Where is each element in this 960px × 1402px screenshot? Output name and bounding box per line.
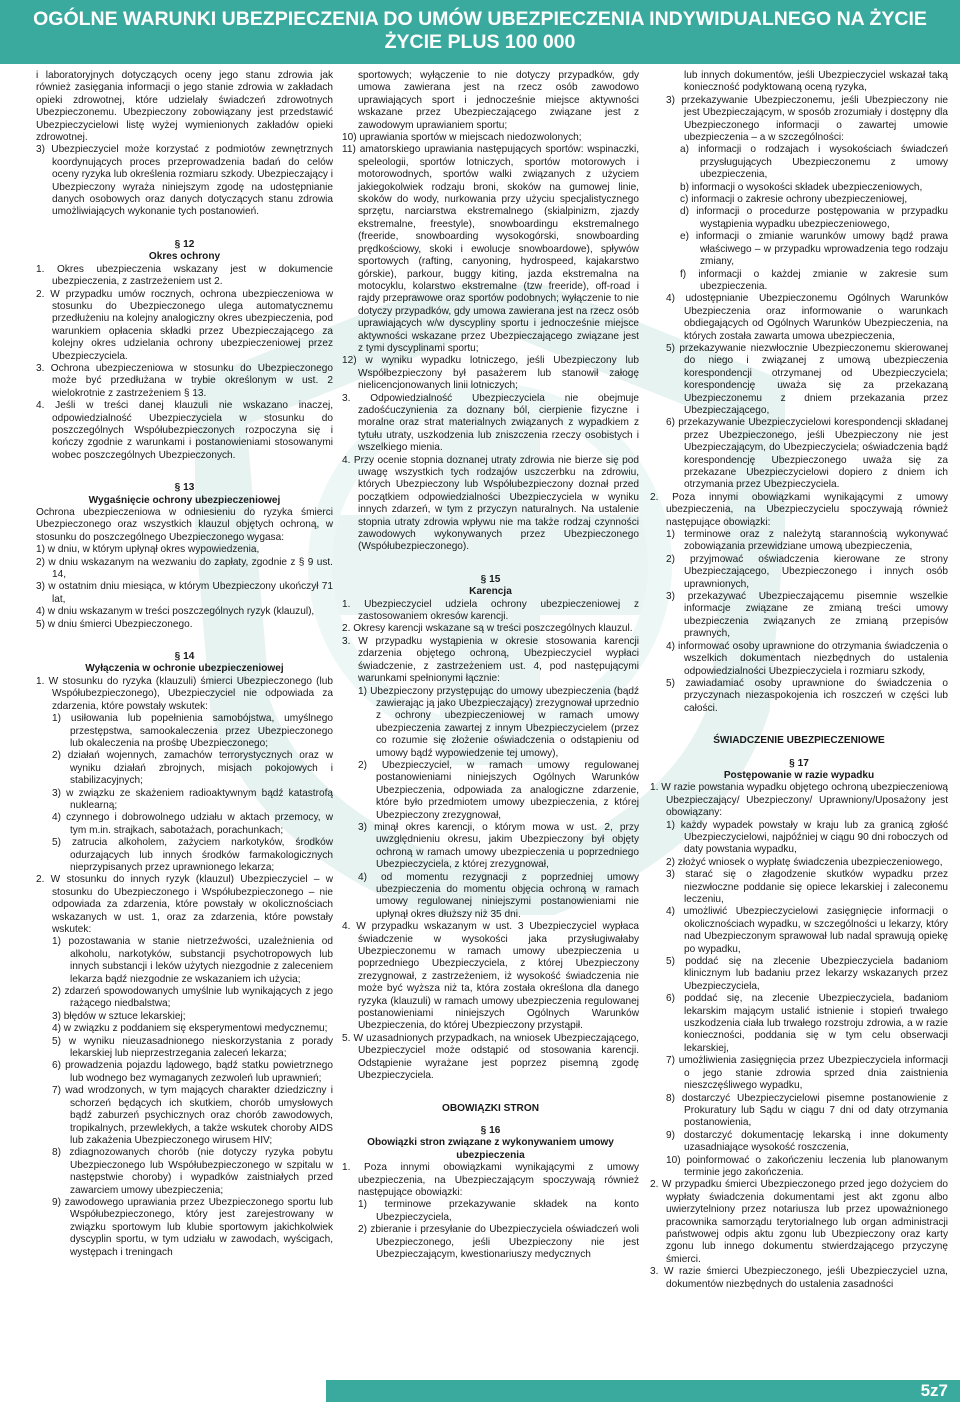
clause: 3. Ochrona ubezpieczeniowa w stosunku do Ubezpieczonego może być przedłużana w trybie określonym w ust. 2 wielokrotnie z zastrzeżeniem § 13. [36,362,333,399]
list-item: 7) umożliwienia zasięgnięcia przez Ubezpieczyciela informacji o jego stanie zdrowia sprzed dnia zaistnienia nieszczęśliwego wypadku, [666,1055,948,1092]
list-item: 3) starać się o złagodzenie skutków wypadku przez niezwłoczne poddanie się opiece lekarskiej i zaleconemu leczeniu, [666,869,948,905]
list-item: 8) dostarczyć Ubezpieczycielowi pisemne postanowienie z Prokuratury lub Sądu w ciągu 7 dni od daty otrzymania postanowienia, [666,1092,948,1129]
list-item: 6) prowadzenia pojazdu lądowego, bądź statku powietrznego lub wodnego bez wymaganych zezwoleń lub uprawnień; [52,1060,333,1084]
list-item: 3) w związku ze skażeniem radioaktywnym bądź katastrofą nuklearną; [52,787,333,811]
list-item: 6) przekazywanie Ubezpieczycielowi korespondencji składanej przez Ubezpieczonego, jeśli Ubezpieczony nie jest Ubezpieczającym, do Ubezpieczyciela; oświadczenia bądź korespondencję Ubezpieczonego uważa się za przekazane Ubezpieczycielowi dopiero z dniem ich otrzymania przez Ubezpieczyciela. [666,417,948,491]
list-item: b) informacji o wysokości składek ubezpieczeniowych, [680,181,923,193]
paragraph: 3) Ubezpieczyciel może korzystać z podmiotów zewnętrznych koordynujących proces przeprowadzenia badań do celów oceny ryzyka lub określenia rozmiaru szkody. Ubezpieczający i Ubezpieczony wyraża niniejszym zgodę na udostępnianie danych osobowych oraz danych dotyczących stanu zdrowia umożliwiających wykonanie tych postanowień. [36,144,333,218]
text-column-3 [650,70,948,1291]
document-title-line2: ŻYCIE PLUS 100 000 [384,31,576,53]
page-number: 5z7 [920,1381,948,1400]
section-title-14: Wyłączenia w ochronie ubezpieczeniowej [85,663,284,675]
list-item: 5) zatrucia alkoholem, zażyciem narkotyków, środków odurzających lub innych środków farmakologicznych nieprzypisanych przez uprawnionego lekarza; [52,837,333,873]
page-footer-bar [326,1380,960,1402]
list-item: 6) poddać się, na zlecenie Ubezpieczyciela, badaniom lekarskim mającym ustalić istnienie i stopień trwałego uszkodzenia ciała lub trwałego rozstroju zdrowia, a w razie konieczności, poddania się w tym celu obserwacji lekarskiej, [666,993,948,1054]
list-item: 4) informować osoby uprawnione do otrzymania świadczenia o wszelkich dokumentach niezbędnych do ustalenia odpowiedzialności Ubezpieczyciela i rozmiaru szkody, [666,640,948,677]
section-title-12: Okres ochrony [148,251,221,263]
list-item: 7) wad wrodzonych, w tym mających charakter dziedziczny i schorzeń będących ich skutkiem, chorób umysłowych bądź zaburzeń psychicznych oraz chorób zawodowych, tropikalnych, przewlekłych, a także wskutek choroby AIDS lub zakażenia Ubezpieczonego wirusem HIV; [52,1085,333,1146]
list-item: 5) poddać się na zlecenie Ubezpieczyciela badaniom klinicznym lub badaniu przez lekarzy wskazanych przez Ubezpieczyciela, [666,956,948,992]
list-item: 1) usiłowania lub popełnienia samobójstwa, umyślnego przestępstwa, samookaleczenia przez Ubezpieczonego lub okaleczenia na prośbę Ubezpieczonego; [52,713,333,749]
clause: 2. W przypadku śmierci Ubezpieczonego przed jego dożyciem do wypłaty świadczenia dokumentami jest akt zgonu albo uwierzytelniony przez notariusza lub przez upoważnionego pracownika samorządu terytorialnego lub organ administracji państwowej odpis aktu zgonu lub Ubezpieczony oraz karty zgonu lub innego dokumentu stwierdzającego przyczynę śmierci. [650,1179,948,1265]
list-item: 5) przekazywanie niezwłocznie Ubezpieczonemu skierowanej do niego i związanej z umową ubezpieczenia korespondencji otrzymanej od Ubezpieczyciela; korespondencję uważa się za przekazaną Ubezpieczonemu z dniem przekazania przez Ubezpieczającego, [666,342,948,416]
list-item: 1) terminowe przekazywanie składek na konto Ubezpieczyciela, [358,1199,639,1223]
list-item: 3) w ostatnim dniu miesiąca, w którym Ubezpieczony ukończył 71 lat, [36,581,333,605]
list-item: 1) pozostawania w stanie nietrzeźwości, uzależnienia od alkoholu, narkotyków, substancji psychotropowych lub innych substancji i leków użytych niezgodnie z zaleceniem lekarza bądź niezgodnie ze wskazaniem ich użycia; [52,936,333,985]
list-item: 8) zdiagnozowanych chorób (nie dotyczy ryzyka pobytu Ubezpieczonego lub Współubezpieczonego w szpitalu w następstwie choroby) i wypadków zaistniałych przed zawarciem umowy ubezpieczenia; [52,1147,333,1196]
section-title-15: Karencja [469,586,512,598]
document-title-line1: OGÓLNE WARUNKI UBEZPIECZENIA DO UMÓW UBEZPIECZENIA INDYWIDUALNEGO NA ŻYCIE [33,8,927,30]
list-item: 2) zdarzeń spowodowanych umyślnie lub wynikających z jego rażącego niedbalstwa; [52,986,333,1010]
list-item: 5) w wyniku nieuzasadnionego nieskorzystania z porady lekarskiej lub nieprzestrzegania zaleceń lekarza; [52,1035,333,1060]
section-number-15: § 15 [480,573,501,585]
section-title-16: Obowiązki stron związane z wykonywaniem umowy ubezpieczenia [367,1137,614,1161]
paragraph: Ochrona ubezpieczeniowa w odniesieniu do ryzyka śmierci Ubezpieczonego oraz wszystkich klauzul objętych ochroną, w stosunku do poszczególnego Ubezpieczonego wygasa: [36,507,333,543]
list-item: 2) Ubezpieczyciel, w ramach umowy regulowanej postanowieniami niniejszych Ogólnych Warunków Ubezpieczenia, odpowiada za analogiczne zdarzenie, które było przedmiotem umowy ubezpieczenia, z której Ubezpieczony zrezygnował, [358,759,639,821]
list-item: 4) od momentu rezygnacji z poprzedniej umowy ubezpieczenia do momentu objęcia ochroną w ramach umowy regulowanej niniejszymi postanowieniami nie upłynął okres dłuższy niż 35 dni. [358,871,639,920]
list-item: 2) złożyć wniosek o wypłatę świadczenia ubezpieczeniowego, [666,856,943,868]
text-column-1 [36,70,333,1259]
clause: 3. Odpowiedzialność Ubezpieczyciela nie obejmuje zadośćuczynienia za doznany ból, cierpienie fizyczne i moralne oraz strat materialnych związanych z wypadkiem z tytułu utraty, uszkodzenia lub zniszczenia rzeczy osobistych i wszelkiego mienia. [342,392,639,454]
list-item: 1) terminowe oraz z należytą starannością wykonywać zobowiązania przewidziane umową ubezpieczenia, [666,529,948,553]
list-item: 1) Ubezpieczony przystępując do umowy ubezpieczenia (bądź zawierając ją jako Ubezpieczający) zrezygnował uprzednio z ochrony ubezpieczeniowej w ramach umowy ubezpieczenia zawartej z innym Ubezpieczycielem (przez co rozumie się złożenie oświadczenia o odstąpieniu od umowy bądź wypowiedzenie tej umowy), [358,685,639,759]
document-header [0,0,960,64]
clause: 4. Jeśli w treści danej klauzuli nie wskazano inaczej, odpowiedzialność Ubezpieczyciela w stosunku do poszczególnych Współubezpieczonych rozpoczyna się i kończy zgodnie z warunkami i postanowieniami stosowanymi wobec poszczególnych Ubezpieczonych. [36,400,333,461]
clause: 1. Okres ubezpieczenia wskazany jest w dokumencie ubezpieczenia, z zastrzeżeniem ust 2. [36,263,333,288]
paragraph: i laboratoryjnych dotyczących oceny jego stanu zdrowia jak również zasięgania informacji o jego stanie zdrowia w zakładach opieki zdrowotnej, które udzielały świadczeń zdrowotnych Ubezpieczonemu. Ubezpieczony zobowiązany jest przedstawić Ubezpieczycielowi listę wyżej wymienionych zakładów opieki zdrowotnej. [36,70,333,144]
list-item: 4) w dniu wskazanym w treści poszczególnych ryzyk (klauzul), [36,606,315,618]
list-item: 4) czynnego i dobrowolnego udziału w aktach przemocy, w tym m.in. strajkach, sabotażach, porachunkach; [52,812,333,836]
list-item: 3) przekazywać Ubezpieczającemu pisemnie wszelkie informacje związane ze zmianą treści umowy ubezpieczenia związanych ze zmianą przepisów prawnych, [666,591,948,640]
list-item: 1) każdy wypadek powstały w kraju lub za granicą zgłość Ubezpieczycielowi, najpóźniej w ciągu 90 dni roboczych od daty powstania wypadku, [666,819,948,856]
list-item: 4) umożliwić Ubezpieczycielowi zasięgnięcie informacji o okolicznościach wypadku, w szczególności u lekarzy, który nad Ubezpieczonym sprawował lub nadal sprawują opiekę po wypadku, [666,906,948,955]
list-item: f) informacji o każdej zmianie w zakresie sum ubezpieczenia. [680,268,948,292]
section-number-13: § 13 [174,482,195,494]
list-item: d) informacji o procedurze postępowania w przypadku wystąpienia wypadku ubezpieczeniowego, [680,206,948,230]
paragraph: sportowych; wyłączenie to nie dotyczy przypadków, gdy umowa zawierana jest na rzecz osób zawodowo uprawiających sport i jednocześnie miejsce aktywności wskazane przez Ubezpieczającego związane jest z zawodowym uprawianiem sportu; [358,70,639,131]
list-item: e) informacji o zmianie warunków umowy bądź prawa właściwego – w przypadku wprowadzenia tego rodzaju zmiany, [680,231,948,268]
list-item: 9) dostarczyć dokumentację lekarską i inne dokumenty uzasadniające wysokość roszczenia, [666,1129,948,1154]
text-column-2 [342,70,639,1261]
clause: 5. W uzasadnionych przypadkach, na wniosek Ubezpieczającego, Ubezpieczyciel może odstąpić od stosowania karencji. Odstąpienie wyrażane jest poprzez pisemną zgodę Ubezpieczyciela. [342,1032,639,1082]
list-item: 3) przekazywanie Ubezpieczonemu, jeśli Ubezpieczony nie jest Ubezpieczającym, w sposób zrozumiały i dostępny dla Ubezpieczonego informacji o zawartej umowie ubezpieczenia – a w szczególności: [666,94,948,144]
chapter-heading: ŚWIADCZENIE UBEZPIECZENIOWE [713,735,885,747]
list-item: 2) w dniu wskazanym na wezwaniu do zapłaty, zgodnie z § 9 ust. 14, [36,556,333,581]
clause: 4. W przypadku wskazanym w ust. 3 Ubezpieczyciel wypłaca świadczenie w wysokości jaka przysługiwałaby Ubezpieczonemu w ramach umowy ubezpieczenia u poprzedniego Ubezpieczyciela, z której Ubezpieczony zrezygnował, z zastrzeżeniem, iż wysokość świadczenia nie może być wyższa niż ta, która została określona dla danego ryzyka (klauzuli) w ramach umowy ubezpieczenia regulowanej postanowieniami niniejszych Ogólnych Warunków Ubezpieczenia, do której Ubezpieczony przystąpił. [342,921,639,1032]
clause: 2. Okresy karencji wskazane są w treści poszczególnych klauzul. [342,623,633,635]
list-item: 2) zbieranie i przesyłanie do Ubezpieczyciela oświadczeń woli Ubezpieczonego, jeśli Ubezpieczony nie jest Ubezpieczającym, kwestionariuszy medycznych [358,1224,639,1260]
list-item: 5) zawiadamiać osoby uprawnione do świadczenia o przyczynach niezaspokojenia ich roszczeń w części lub całości. [666,677,948,714]
chapter-heading: OBOWIĄZKI STRON [441,1102,539,1114]
section-number-14: § 14 [174,651,195,663]
list-item: 10) poinformować o zakończeniu leczenia lub planowanym terminie jego zakończenia. [666,1154,948,1178]
paragraph: lub innych dokumentów, jeśli Ubezpieczyciel wskazał taką konieczność podyktowaną oceną ryzyka, [684,70,948,94]
list-item: 2) przyjmować oświadczenia kierowane ze strony Ubezpieczającego, Ubezpieczonego i innych osób uprawnionych, [666,553,948,590]
list-item: a) informacji o rodzajach i wysokościach świadczeń przysługujących Ubezpieczonemu z umowy ubezpieczenia, [680,144,948,181]
list-item: 1) w dniu, w którym upłynął okres wypowiedzenia, [36,544,260,556]
clause: 1. W stosunku do ryzyka (klauzuli) śmierci Ubezpieczonego (lub Współubezpieczonego), Ubezpieczyciel nie odpowiada za zdarzenia, które powstały wskutek: [36,675,333,712]
clause: 1. Ubezpieczyciel udziela ochrony ubezpieczeniowej z zastosowaniem okresów karencji. [342,598,639,623]
clause: 3. W razie śmierci Ubezpieczonego, jeśli Ubezpieczyciel uzna, dokumentów niezbędnych do ustalenia zasadności [650,1266,948,1290]
list-item: 5) w dniu śmierci Ubezpieczonego. [36,618,193,630]
list-item: 4) udostępnianie Ubezpieczonemu Ogólnych Warunków Ubezpieczenia oraz informowanie o warunkach obdiegających od Ogólnych Warunków Ubezpieczenia, na których została zawarta umowa ubezpieczenia, [666,293,948,342]
list-item: 11) amatorskiego uprawiania następujących sportów: wspinaczki, speleologii, sportów lotniczych, sportów motorowych i motorowodnych, sportów walki związanych z użyciem jakiegokolwiek rodzaju broni, skoków na gumowej linie, skoków do wody, nurkowania przy użyciu specjalistycznego sprzętu, narciarstwa ekstremalnego (skialpinizm, zjazdy ekstremalne, freestyle), snowboardingu ekstremalnego (freeride, snowboarding wysokogórski, snowboarding prędkościowy, skoki i ewolucje snowboardowe), spływów sportowych (rafting, canyoning, hydrospeed, kajakarstwo górskie), parkour, buggy kiting, jazda ekstremalna na motocyklu, kolarstwo ekstremalne (tzw freeride), off-road i rajdy przeprawowe oraz sportów podobnych; wyłączenie to nie dotyczy przypadków, gdy umowa zawierana jest na rzecz osób uprawiających w/w dyscypliny sportu i jednocześnie miejsce aktywności wskazane przez Ubezpieczającego związane jest z tymi dyscyplinami sportu; [342,144,639,354]
clause: 2. W stosunku do innych ryzyk (klauzul) Ubezpieczyciel – w stosunku do Ubezpieczonego i Współubezpieczonego – nie odpowiada za zdarzenia, które powstały w okolicznościach wskazanych w ust. 1, oraz za zdarzenia, które powstały wskutek: [36,874,333,935]
section-number-17: § 17 [789,757,809,769]
section-number-12: § 12 [174,238,195,250]
clause: 1. Poza innymi obowiązkami wynikającymi z umowy ubezpieczenia, na Ubezpieczającym spoczywają również następujące obowiązki: [342,1162,639,1198]
clause: 1. W razie powstania wypadku objętego ochroną ubezpieczeniową Ubezpieczający/ Ubezpieczony/ Uprawniony/Uposażony jest obowiązany: [650,782,948,819]
section-title-13: Wygaśnięcie ochrony ubezpieczeniowej [88,494,281,506]
list-item: 3) minął okres karencji, o którym mowa w ust. 2, przy uwzględnieniu okresu, jakim Ubezpieczony był objęty ochroną w ramach umowy ubezpieczenia u poprzedniego Ubezpieczyciela, z której zrezygnował, [358,821,639,871]
clause: 2. Poza innymi obowiązkami wynikającymi z umowy ubezpieczenia, na Ubezpieczycielu spoczywają również następujące obowiązki: [650,491,948,528]
list-item: 4) w związku z poddaniem się eksperymentowi medycznemu; [52,1023,328,1035]
clause: 4. Przy ocenie stopnia doznanej utraty zdrowia nie bierze się pod uwagę wszystkich tych rodzajów uszczerbku na zdrowiu, których Ubezpieczony lub Współubezpieczony doznał przed początkiem odpowiedzialności Ubezpieczyciela w wyniku innych zdarzeń, w tym z przyczyn naturalnych. Na ustalenie stopnia utraty zdrowia wpływu nie ma także rodzaj czynności zawodowych wykonywanych przez Ubezpieczonego (Współubezpieczonego). [342,454,639,553]
list-item: 12) w wyniku wypadku lotniczego, jeśli Ubezpieczony lub Współbezpieczony był pasażerem lub stanowił załogę nielicencjonowanych linii lotniczych; [342,355,639,392]
section-number-16: § 16 [480,1124,501,1136]
list-item: 9) zawodowego uprawiania przez Ubezpieczonego sportu lub Współubezpieczonego, który jest zarejestrowany w związku sportowym lub klubie sportowym jakichkolwiek dyscyplin sportu, w tym udziału w zawodach, wyścigach, występach i treningach [52,1196,333,1258]
section-title-17: Postępowanie w razie wypadku [723,769,875,781]
clause: 3. W przypadku wystąpienia w okresie stosowania karencji zdarzenia objętego ochroną, Ubezpieczyciel wypłaci świadczenie, z zastrzeżeniem ust. 4, pod następującymi warunkami spełnionymi łącznie: [342,635,639,685]
clause: 2. W przypadku umów rocznych, ochrona ubezpieczeniowa w stosunku do Ubezpieczonego ulega automatycznemu przedłużeniu na kolejny analogiczny okres ubezpieczenia, pod warunkiem opłacenia składki przez Ubezpieczającego za kolejny okres udzielania ochrony ubezpieczeniowej przez Ubezpieczyciela. [36,288,333,362]
list-item: 3) błędów w sztuce lekarskiej; [52,1010,186,1022]
list-item: 10) uprawiania sportów w miejscach niedozwolonych; [342,132,582,144]
list-item: 2) działań wojennych, zamachów terrorystycznych oraz w wyniku działań zbrojnych, misjach pokojowych i stabilizacyjnych; [52,750,333,787]
list-item: c) informacji o zakresie ochrony ubezpieczeniowej, [680,194,908,206]
